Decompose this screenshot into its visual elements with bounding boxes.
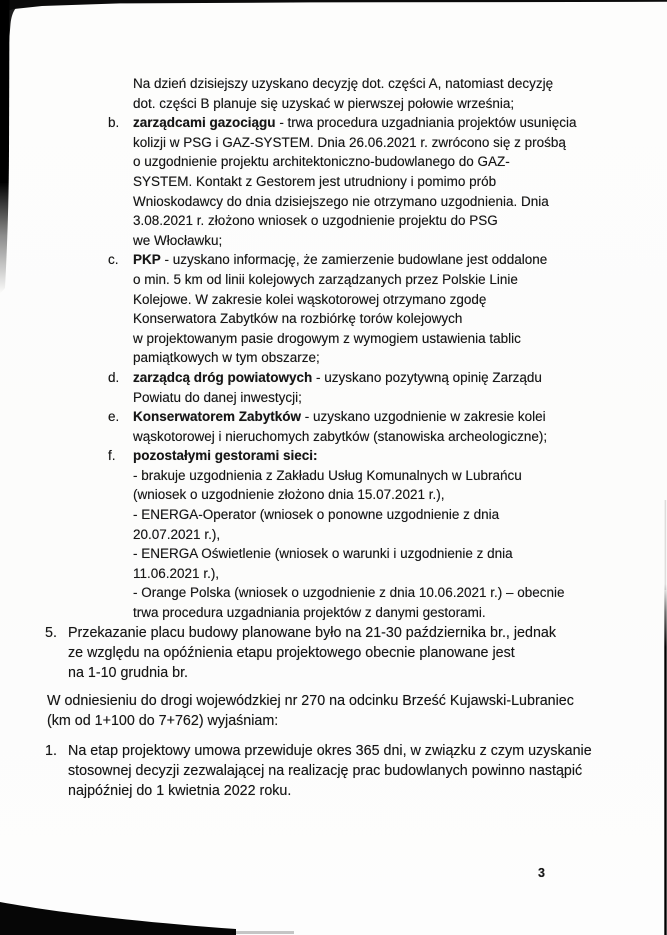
line-text: we Włocławku; — [133, 232, 223, 248]
line-text: - ENERGA-Operator (wniosek o ponowne uzgodnienie z dnia — [133, 507, 500, 523]
text-line — [133, 388, 667, 408]
text-line — [68, 781, 667, 801]
line-text: - Orange Polska (wniosek o uzgodnienie z dnia 10.06.2021 r.) – obecnie — [133, 585, 565, 601]
text-line — [133, 133, 667, 153]
scan-edge-top — [0, 0, 667, 13]
line-text: (km od 1+100 do 7+762) wyjaśniam: — [47, 712, 279, 729]
line-text: 11.06.2021 r.), — [133, 565, 220, 581]
text-line — [133, 152, 667, 172]
line-text: wąskotorowej i nieruchomych zabytków (stanowiska archeologiczne); — [133, 428, 548, 444]
text-line — [133, 368, 667, 388]
line-text: ze względu na opóźnienia etapu projektowego obecnie planowane jest — [68, 644, 515, 661]
text-line — [133, 94, 667, 114]
list-marker: f. — [108, 448, 116, 464]
line-text: - trwa procedura uzgadniania projektów usunięcia — [275, 115, 577, 131]
block-item-b — [108, 113, 667, 250]
text-line — [133, 74, 667, 94]
text-line — [133, 564, 667, 584]
line-text: - uzyskano pozytywną opinię Zarządu — [312, 369, 542, 385]
block-item-d — [108, 368, 667, 407]
text-line — [133, 113, 667, 133]
scan-edge-bottom-fade — [232, 931, 294, 934]
text-line — [133, 309, 667, 329]
block-item-1 — [45, 741, 667, 801]
text-line — [133, 231, 667, 251]
line-text: o uzgodnienie projektu architektoniczno-budowlanego do GAZ- — [133, 154, 510, 170]
bold-lead: zarządcami gazociągu — [133, 115, 276, 131]
text-line — [133, 505, 667, 525]
scan-corner-top-left — [9, 0, 30, 42]
line-text: stosownej decyzji zezwalającej na realizację prac budowlanych powinno nastąpić — [68, 762, 583, 779]
document-body — [0, 74, 667, 801]
line-text: Kolejowe. W zakresie kolei wąskotorowej otrzymano zgodę — [133, 291, 487, 307]
text-line — [68, 741, 667, 761]
bold-lead: zarządcą dróg powiatowych — [133, 369, 313, 385]
text-line — [133, 603, 667, 623]
list-marker: e. — [108, 409, 120, 425]
line-text: - uzyskano informację, że zamierzenie budowlane jest oddalone — [160, 252, 548, 268]
line-text: dot. części B planuje się uzyskać w pierwszej połowie września; — [133, 95, 515, 111]
block-item-a-continuation — [133, 74, 667, 113]
text-line — [133, 329, 667, 349]
text-line — [133, 192, 667, 212]
text-line — [133, 407, 667, 427]
line-text: - ENERGA Oświetlenie (wniosek o warunki i uzgodnienie z dnia — [133, 546, 513, 562]
line-text: kolizji w PSG i GAZ-SYSTEM. Dnia 26.06.2021 r. zwrócono się z prośbą — [133, 134, 566, 150]
text-line — [133, 172, 667, 192]
list-marker: b. — [108, 115, 120, 131]
line-text: - brakuje uzgodnienia z Zakładu Usług Komunalnych w Lubrańcu — [133, 467, 522, 483]
text-line — [68, 643, 667, 663]
text-line — [68, 761, 667, 781]
line-text: 3.08.2021 r. złożono wniosek o uzgodnienie projektu do PSG — [133, 213, 498, 229]
line-text: w projektowanym pasie drogowym z wymogiem ustawienia tablic — [133, 330, 521, 346]
line-text: najpóźniej do 1 kwietnia 2022 roku. — [68, 782, 292, 799]
line-text: (wniosek o uzgodnienie złożono dnia 15.07.2021 r.), — [133, 487, 445, 503]
text-line — [133, 583, 667, 603]
page-number: 3 — [538, 866, 545, 880]
text-line — [47, 711, 667, 731]
line-text: o min. 5 km od linii kolejowych zarządzanych przez Polskie Linie — [133, 271, 518, 287]
text-line — [133, 446, 667, 466]
text-line — [68, 663, 667, 683]
text-line — [68, 623, 667, 643]
list-marker: 5. — [45, 624, 57, 641]
scan-edge-bottom — [0, 902, 236, 935]
text-line — [133, 211, 667, 231]
block-item-e — [108, 407, 667, 446]
text-line — [47, 691, 667, 711]
line-text: Konserwatora Zabytków na rozbiórkę torów kolejowych — [133, 311, 463, 327]
line-text: pamiątkowych w tym obszarze; — [133, 350, 320, 366]
line-text: Przekazanie placu budowy planowane było na 21-30 października br., jednak — [68, 624, 556, 641]
block-item-c — [108, 250, 667, 368]
line-text: - uzyskano uzgodnienie w zakresie kolei — [301, 409, 546, 425]
list-marker: c. — [108, 252, 119, 268]
bold-lead: pozostałymi gestorami sieci: — [133, 448, 318, 464]
block-item-5 — [45, 623, 667, 683]
text-line — [133, 270, 667, 290]
line-text: W odniesieniu do drogi wojewódzkiej nr 270 na odcinku Brześć Kujawski-Lubraniec — [47, 692, 574, 709]
line-text: SYSTEM. Kontakt z Gestorem jest utrudniony i pomimo prób — [133, 173, 497, 189]
line-text: 20.07.2021 r.), — [133, 526, 221, 542]
block-item-f — [108, 446, 667, 622]
text-line — [133, 485, 667, 505]
line-text: Na etap projektowy umowa przewiduje okres 365 dni, w związku z czym uzyskanie — [68, 742, 592, 759]
list-marker: d. — [108, 369, 120, 385]
bold-lead: PKP — [133, 252, 161, 268]
line-text: Wnioskodawcy do dnia dzisiejszego nie otrzymano uzgodnienia. Dnia — [133, 193, 549, 209]
line-text: Na dzień dzisiejszy uzyskano decyzję dot. części A, natomiast decyzję — [133, 76, 554, 91]
bold-lead: Konserwatorem Zabytków — [133, 409, 302, 425]
line-text: trwa procedura uzgadniania projektów z danymi gestorami. — [133, 605, 486, 621]
list-marker: 1. — [45, 742, 57, 759]
text-line — [133, 544, 667, 564]
text-line — [133, 427, 667, 447]
line-text: Powiatu do danej inwestycji; — [133, 389, 302, 405]
block-road-intro — [47, 691, 667, 731]
text-line — [133, 525, 667, 545]
text-line — [133, 466, 667, 486]
text-line — [133, 250, 667, 270]
text-line — [133, 290, 667, 310]
line-text: na 1-10 grudnia br. — [68, 664, 189, 681]
text-line — [133, 348, 667, 368]
